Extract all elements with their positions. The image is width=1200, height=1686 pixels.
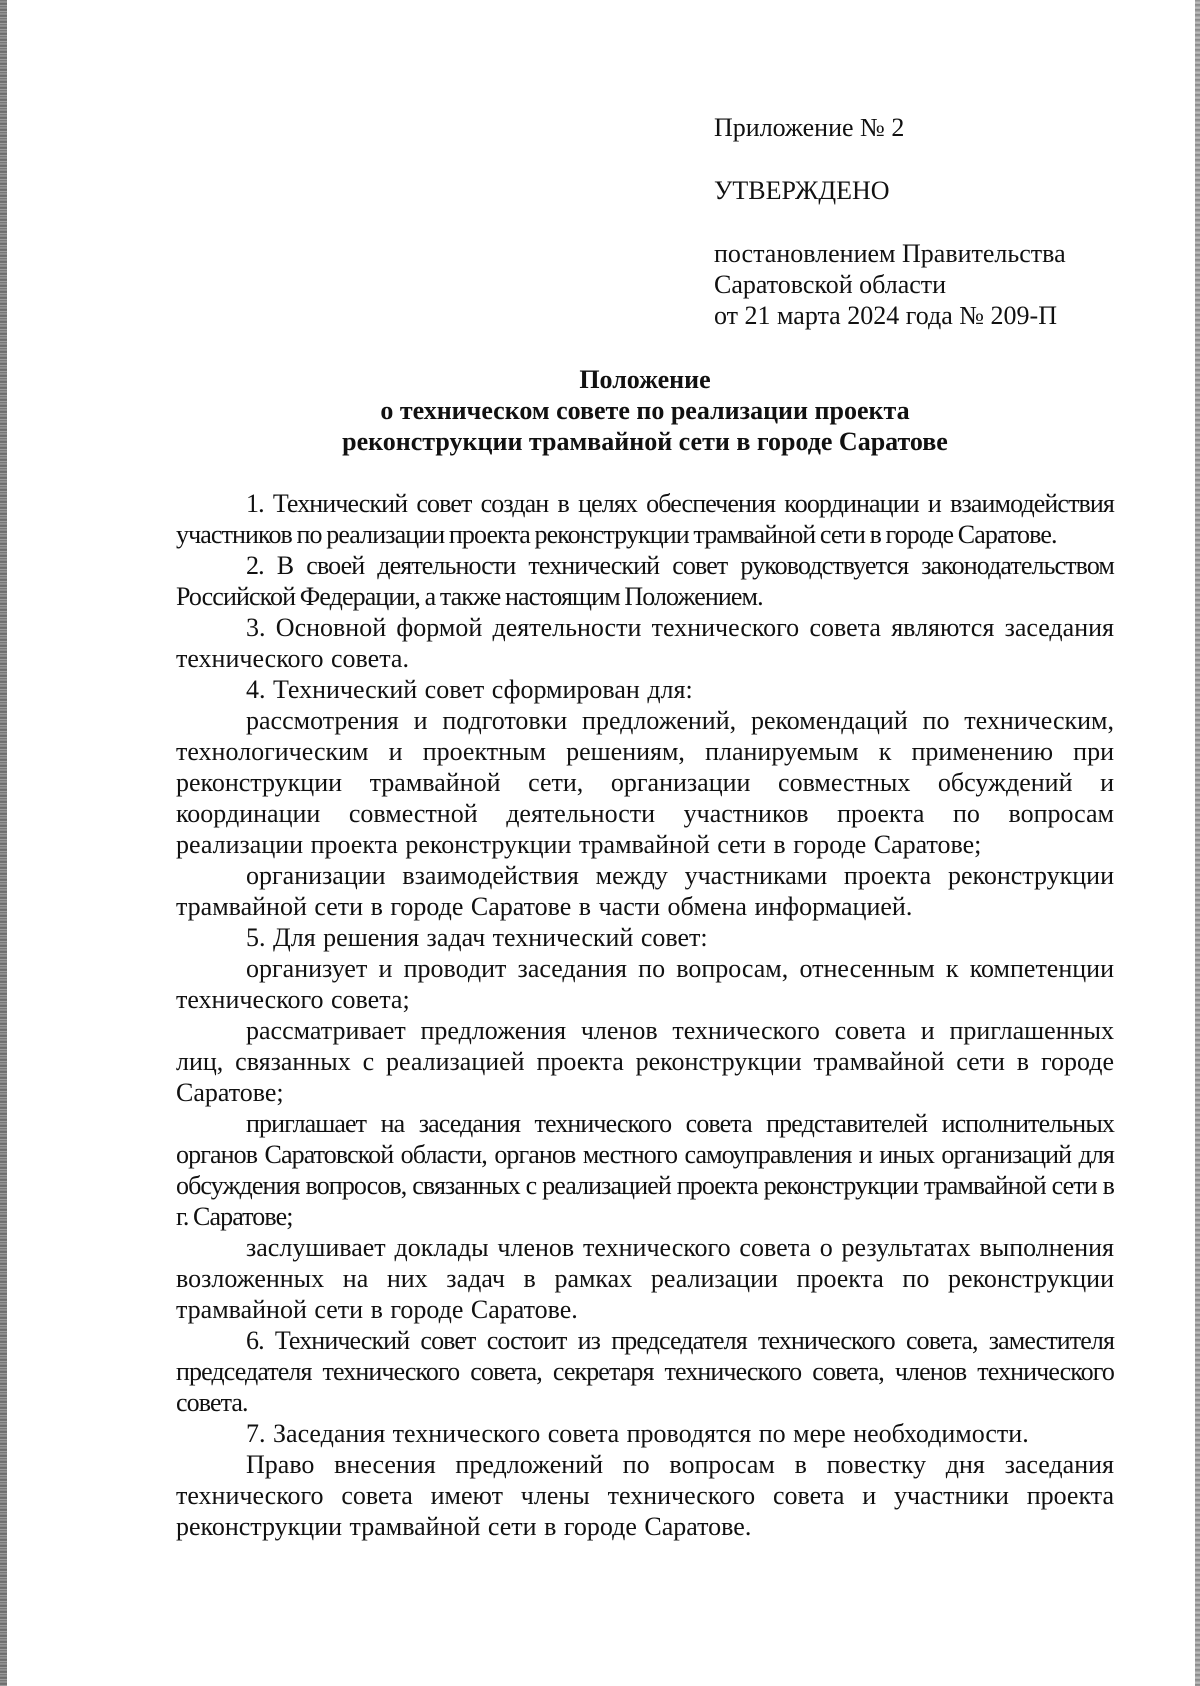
paragraph-7: 7. Заседания технического совета проводятся по мере необходимости. (246, 1419, 1029, 1448)
title-line-2: о техническом совете по реализации проекта (380, 396, 910, 425)
paragraph-1: 1. Технический совет создан в целях обеспечения координации и взаимодействия участников по реализации проекта реконструкции трамвайной сети в городе Саратове. (176, 489, 1114, 549)
document-body (176, 488, 1114, 1542)
document-title (176, 364, 1114, 457)
title-line-1: Положение (579, 365, 711, 394)
paragraph-3: 3. Основной формой деятельности технического совета являются заседания технического совета. (176, 613, 1114, 673)
paragraph-5-item-2: рассматривает предложения членов технического совета и приглашенных лиц, связанных с реализацией проекта реконструкции трамвайной сети в городе Саратове; (176, 1016, 1114, 1107)
paragraph-4: 4. Технический совет сформирован для: (246, 675, 693, 704)
paragraph-4-item-2: организации взаимодействия между участниками проекта реконструкции трамвайной сети в городе Саратове в части обмена информацией. (176, 861, 1114, 921)
appendix-label: Приложение № 2 (714, 113, 905, 142)
decree-line-1: постановлением Правительства (714, 239, 1066, 268)
decree-line-3: от 21 марта 2024 года № 209-П (714, 301, 1057, 330)
paragraph-4-item-1: рассмотрения и подготовки предложений, рекомендаций по техническим, технологическим и проектным решениям, планируемым к применению при реконструкции трамвайной сети, организации совместных обсуждений и координации совместной деятельности участников проекта по вопросам реализации проекта реконструкции трамвайной сети в городе Саратове; (176, 706, 1114, 859)
paragraph-6: 6. Технический совет состоит из председателя технического совета, заместителя председателя технического совета, секретаря технического совета, членов технического совета. (176, 1326, 1114, 1417)
paragraph-5-item-4: заслушивает доклады членов технического совета о результатах выполнения возложенных на них задач в рамках реализации проекта по реконструкции трамвайной сети в городе Саратове. (176, 1233, 1114, 1324)
paragraph-5-item-1: организует и проводит заседания по вопросам, отнесенным к компетенции технического совета; (176, 954, 1114, 1014)
approved-stamp-text: УТВЕРЖДЕНО (714, 176, 890, 205)
paragraph-7-item-1: Право внесения предложений по вопросам в повестку дня заседания технического совета имеют члены технического совета и участники проекта реконструкции трамвайной сети в городе Саратове. (176, 1450, 1114, 1541)
title-line-3: реконструкции трамвайной сети в городе Саратове (342, 427, 948, 456)
approval-block (714, 112, 1154, 331)
paragraph-5-item-3: приглашает на заседания технического совета представителей исполнительных органов Саратовской области, органов местного самоуправления и иных организаций для обсуждения вопросов, связанных с реализацией проекта реконструкции трамвайной сети в г. Саратове; (176, 1109, 1114, 1231)
decree-line-2: Саратовской области (714, 270, 947, 299)
paragraph-2: 2. В своей деятельности технический совет руководствуется законодательством Российской Федерации, а также настоящим Положением. (176, 551, 1114, 611)
paragraph-5: 5. Для решения задач технический совет: (246, 923, 708, 952)
